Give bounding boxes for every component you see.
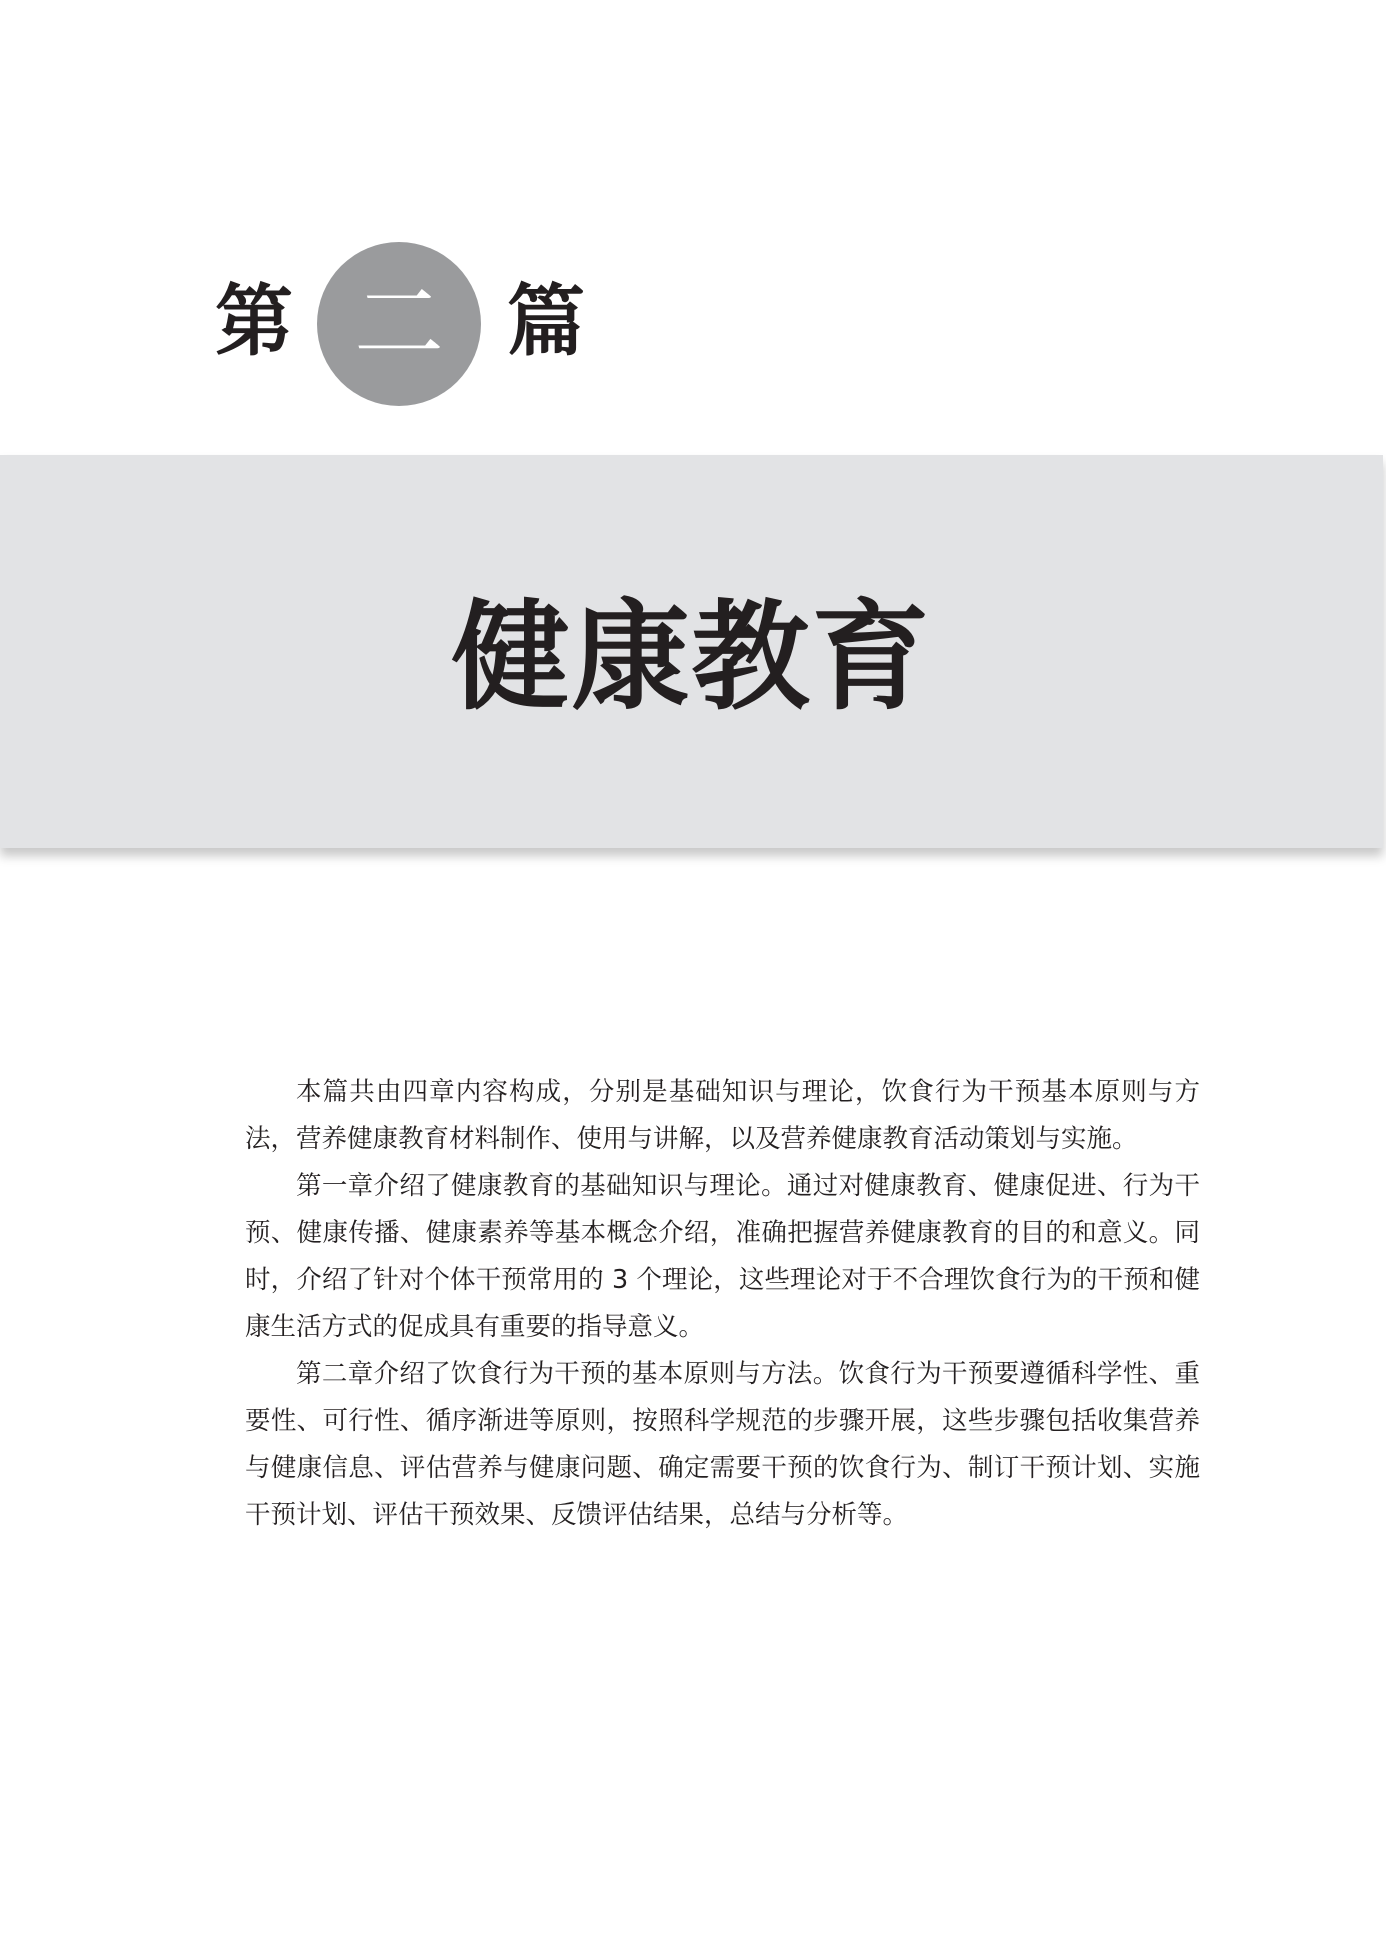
part-suffix: 篇 xyxy=(507,276,586,367)
page-title: 健康教育 xyxy=(451,587,932,726)
part-heading xyxy=(215,240,595,410)
title-band xyxy=(0,455,1383,848)
part-prefix: 第 xyxy=(215,276,294,367)
part-number-circle: 二 xyxy=(317,242,481,406)
paragraph: 本篇共由四章内容构成，分别是基础知识与理论，饮食行为干预基本原则与方法，营养健康教育材料制作、使用与讲解，以及营养健康教育活动策划与实施。 xyxy=(245,1077,1200,1154)
paragraph: 第一章介绍了健康教育的基础知识与理论。通过对健康教育、健康促进、行为干预、健康传播、健康素养等基本概念介绍，准确把握营养健康教育的目的和意义。同时，介绍了针对个体干预常用的 3 个理论，这些理论对于不合理饮食行为的干预和健康生活方式的促成具有重要的指导意义。 xyxy=(245,1171,1200,1342)
paragraph: 第二章介绍了饮食行为干预的基本原则与方法。饮食行为干预要遵循科学性、重要性、可行性、循序渐进等原则，按照科学规范的步骤开展，这些步骤包括收集营养与健康信息、评估营养与健康问题、确定需要干预的饮食行为、制订干预计划、实施干预计划、评估干预效果、反馈评估结果，总结与分析等。 xyxy=(245,1359,1200,1530)
intro-text xyxy=(245,1069,1200,1539)
